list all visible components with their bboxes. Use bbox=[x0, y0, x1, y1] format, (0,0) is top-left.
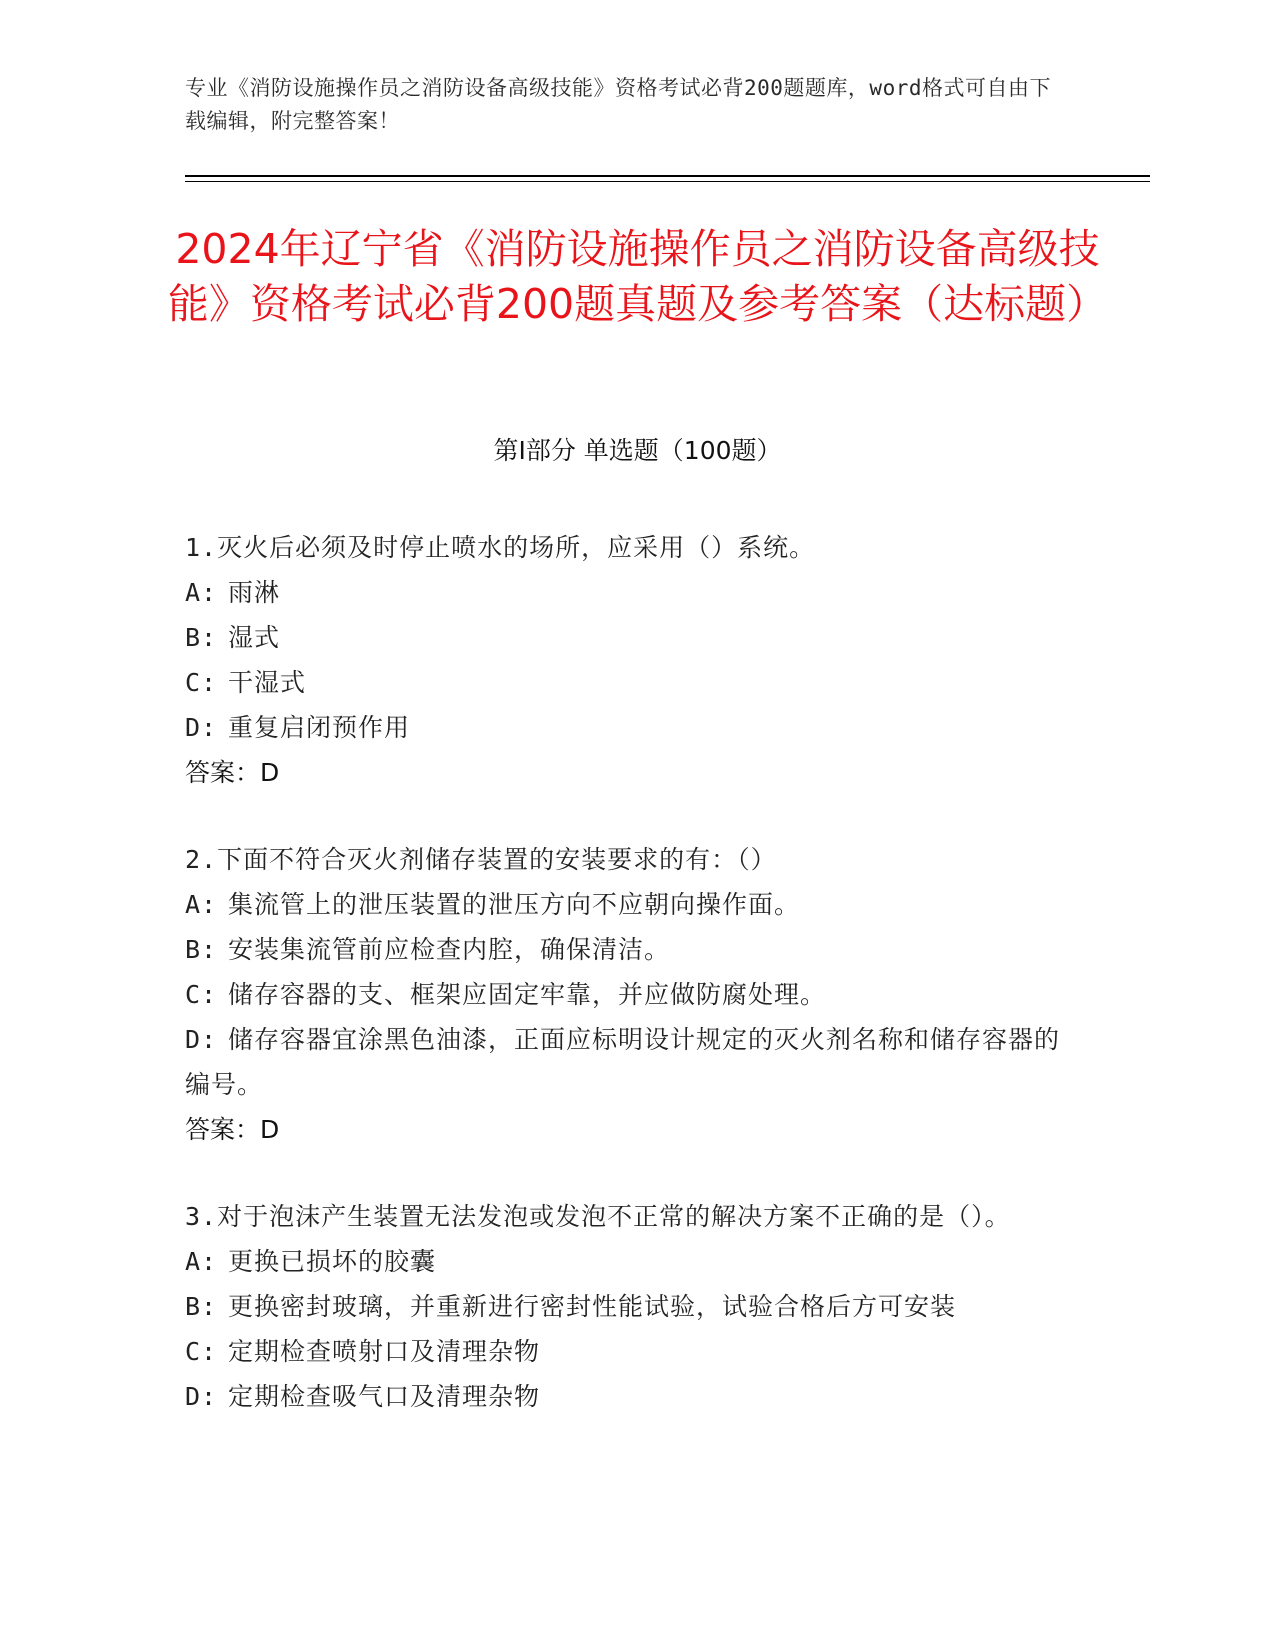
option-text: 重复启闭预作用 bbox=[228, 713, 411, 742]
header-divider-thick bbox=[185, 175, 1150, 177]
header-divider-thin bbox=[185, 181, 1150, 182]
option-a bbox=[185, 882, 1085, 927]
option-text: 雨淋 bbox=[228, 578, 281, 607]
option-letter: C: bbox=[185, 980, 218, 1009]
option-c bbox=[185, 660, 1085, 705]
option-text: 更换密封玻璃，并重新进行密封性能试验，试验合格后方可安装 bbox=[228, 1292, 957, 1321]
option-b bbox=[185, 1284, 1085, 1329]
option-letter: D: bbox=[185, 1025, 218, 1054]
option-text: 集流管上的泄压装置的泄压方向不应朝向操作面。 bbox=[228, 890, 801, 919]
section-heading: 第I部分 单选题（100题） bbox=[493, 436, 782, 465]
option-text: 安装集流管前应检查内腔，确保清洁。 bbox=[228, 935, 671, 964]
option-text: 储存容器的支、框架应固定牢靠，并应做防腐处理。 bbox=[228, 980, 827, 1009]
option-a bbox=[185, 570, 1085, 615]
option-letter: A: bbox=[185, 890, 218, 919]
option-d bbox=[185, 705, 1085, 750]
question-3 bbox=[185, 1194, 1085, 1419]
option-letter: B: bbox=[185, 623, 218, 652]
question-list bbox=[185, 525, 1085, 1461]
answer: 答案：D bbox=[185, 1115, 280, 1144]
answer: 答案：D bbox=[185, 758, 280, 787]
option-letter: D: bbox=[185, 713, 218, 742]
question-stem: 3.对于泡沫产生装置无法发泡或发泡不正常的解决方案不正确的是（）。 bbox=[185, 1202, 1011, 1231]
option-text: 储存容器宜涂黑色油漆，正面应标明设计规定的灭火剂名称和储存容器的编号。 bbox=[185, 1025, 1061, 1099]
header-note: 专业《消防设施操作员之消防设备高级技能》资格考试必背200题题库，word格式可自由下载编辑，附完整答案！ bbox=[185, 76, 1051, 133]
option-letter: A: bbox=[185, 578, 218, 607]
document-title: 2024年辽宁省《消防设施操作员之消防设备高级技能》资格考试必背200题真题及参考答案（达标题） bbox=[167, 225, 1108, 328]
option-letter: B: bbox=[185, 935, 218, 964]
option-b bbox=[185, 927, 1085, 972]
question-stem: 1.灭火后必须及时停止喷水的场所，应采用（）系统。 bbox=[185, 533, 816, 562]
option-text: 定期检查吸气口及清理杂物 bbox=[228, 1382, 541, 1411]
option-letter: A: bbox=[185, 1247, 218, 1276]
option-letter: B: bbox=[185, 1292, 218, 1321]
option-c bbox=[185, 1329, 1085, 1374]
option-letter: D: bbox=[185, 1382, 218, 1411]
question-stem: 2.下面不符合灭火剂储存装置的安装要求的有：（） bbox=[185, 845, 777, 874]
option-letter: C: bbox=[185, 1337, 218, 1366]
option-b bbox=[185, 615, 1085, 660]
option-text: 定期检查喷射口及清理杂物 bbox=[228, 1337, 541, 1366]
option-text: 干湿式 bbox=[228, 668, 307, 697]
option-text: 湿式 bbox=[228, 623, 281, 652]
option-text: 更换已损坏的胶囊 bbox=[228, 1247, 437, 1276]
option-letter: C: bbox=[185, 668, 218, 697]
option-d bbox=[185, 1017, 1085, 1107]
option-a bbox=[185, 1239, 1085, 1284]
option-d bbox=[185, 1374, 1085, 1419]
option-c bbox=[185, 972, 1085, 1017]
question-1 bbox=[185, 525, 1085, 795]
question-2 bbox=[185, 837, 1085, 1152]
